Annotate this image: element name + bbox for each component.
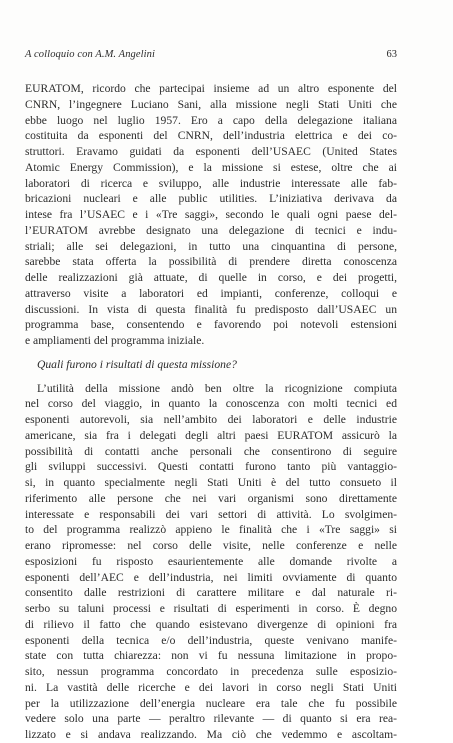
text-line: esponenti autorevoli, sia nell’ambito dei laboratori e delle industrie bbox=[25, 413, 397, 426]
text-line: americane, sia fra i delegati degli altri paesi EURATOM assicurò la bbox=[25, 428, 397, 442]
text-line: L’utilità della missione andò ben oltre la ricognizione compiuta bbox=[37, 381, 397, 395]
text-line: possibilità di contatti anche personali che consentirono di seguire bbox=[25, 444, 397, 458]
text-line: l’EURATOM avrebbe designato una delegazione di tecnici e indu- bbox=[25, 223, 397, 237]
text-line: nel corso del viaggio, in quanto la conoscenza con molti tecnici ed bbox=[25, 397, 397, 411]
text-line: ebbe luogo nel luglio 1957. Ero a capo della delegazione italiana bbox=[25, 113, 397, 127]
text-line: vedere solo una parte — peraltro rilevante — di quanto si era rea- bbox=[25, 712, 397, 726]
text-line: esponenti dell’AEC e dell’industria, nei limiti ovviamente di quanto bbox=[25, 570, 397, 584]
paragraph-1 bbox=[25, 81, 397, 349]
running-head bbox=[25, 49, 397, 63]
body-text bbox=[25, 81, 397, 743]
text-line: serbo su taluni processi e risultati di esperimenti in corso. È degno bbox=[25, 602, 397, 615]
text-line: to del programma realizzò appieno le finalità che i «Tre saggi» si bbox=[25, 523, 397, 537]
text-line: interessate e responsabili dei vari settori di attività. Lo svolgimen- bbox=[25, 507, 397, 521]
paragraph-gap bbox=[25, 373, 397, 381]
text-line: struttori. Eravamo guidati da esponenti dell’USAEC (United States bbox=[25, 145, 397, 158]
text-line: erano ripromesse: nel corso delle visite, nelle conferenze e nelle bbox=[25, 539, 397, 552]
paragraph-2 bbox=[25, 381, 397, 743]
text-line: esposizioni fu risposto esaurientemente alle domande rivolte a bbox=[25, 554, 397, 568]
text-line: delle realizzazioni già attuate, di quelle in corso, e dei progetti, bbox=[25, 271, 397, 284]
text-line: e ampliamenti del programma iniziale. bbox=[25, 334, 205, 347]
text-line: Atomic Energy Commission), e la missione si estese, oltre che ai bbox=[25, 160, 397, 174]
text-line: attraverso visite a laboratori ed impianti, conferenze, colloqui e bbox=[25, 286, 397, 300]
page-number: 63 bbox=[386, 49, 397, 60]
text-line: state con tutta chiarezza: non vi fu nessuna limitazione in propo- bbox=[25, 649, 397, 663]
text-line: sito, nessun programma concordato in precedenza sulle esposizio- bbox=[25, 665, 397, 678]
text-line: discussioni. In vista di questa finalità fu predisposto dall’USAEC un bbox=[25, 302, 397, 316]
text-line: gli sviluppi successivi. Questi contatti furono tanto più vantaggio- bbox=[25, 460, 397, 474]
text-line: costituita da esponenti del CNRN, dell’industria elettrica e dei co- bbox=[25, 129, 397, 143]
text-line: programma base, consentendo e favorendo poi notevoli estensioni bbox=[25, 318, 397, 332]
text-line: ni. La vastità delle ricerche e dei lavori in corso negli Stati Uniti bbox=[25, 680, 397, 694]
text-line: intese fra l’USAEC e i «Tre saggi», secondo le quali ogni paese del- bbox=[25, 208, 397, 221]
text-line: si, in quanto specialmente negli Stati Uniti è del tutto consueto il bbox=[25, 476, 397, 489]
running-head-title: A colloquio con A.M. Angelini bbox=[25, 49, 156, 60]
text-line: per la utilizzazione dell’energia nucleare era tale che fu possibile bbox=[25, 696, 397, 710]
text-line: EURATOM, ricordo che partecipai insieme ad un altro esponente del bbox=[25, 82, 397, 95]
text-line: lizzato e si andava realizzando. Ma ciò che vedemmo e ascoltam- bbox=[25, 728, 397, 741]
paragraph-gap bbox=[25, 349, 397, 357]
text-line: laboratori di ricerca e sviluppo, alle industrie interessate alle fab- bbox=[25, 176, 397, 190]
interview-question: Quali furono i risultati di questa missione? bbox=[37, 357, 237, 371]
text-line: bricazioni nucleari e alle public utilities. L’iniziativa derivava da bbox=[25, 192, 397, 206]
text-line: CNRN, l’ingegnere Luciano Sani, alla missione negli Stati Uniti che bbox=[25, 97, 397, 111]
text-line: riferimento alle persone che nei vari organismi sono direttamente bbox=[25, 491, 397, 505]
text-line: esponenti della tecnica e/o dell’industria, queste venivano manife- bbox=[25, 633, 397, 647]
text-line: striali; alle sei delegazioni, in tutto una cinquantina di persone, bbox=[25, 239, 397, 253]
text-line: di rilievo il fatto che quando esistevano divergenze di opinioni fra bbox=[25, 617, 397, 631]
text-line: consentito dalle restrizioni di carattere militare e dal naturale ri- bbox=[25, 586, 397, 600]
text-line: sarebbe stata offerta la possibilità di prendere diretta conoscenza bbox=[25, 255, 397, 269]
